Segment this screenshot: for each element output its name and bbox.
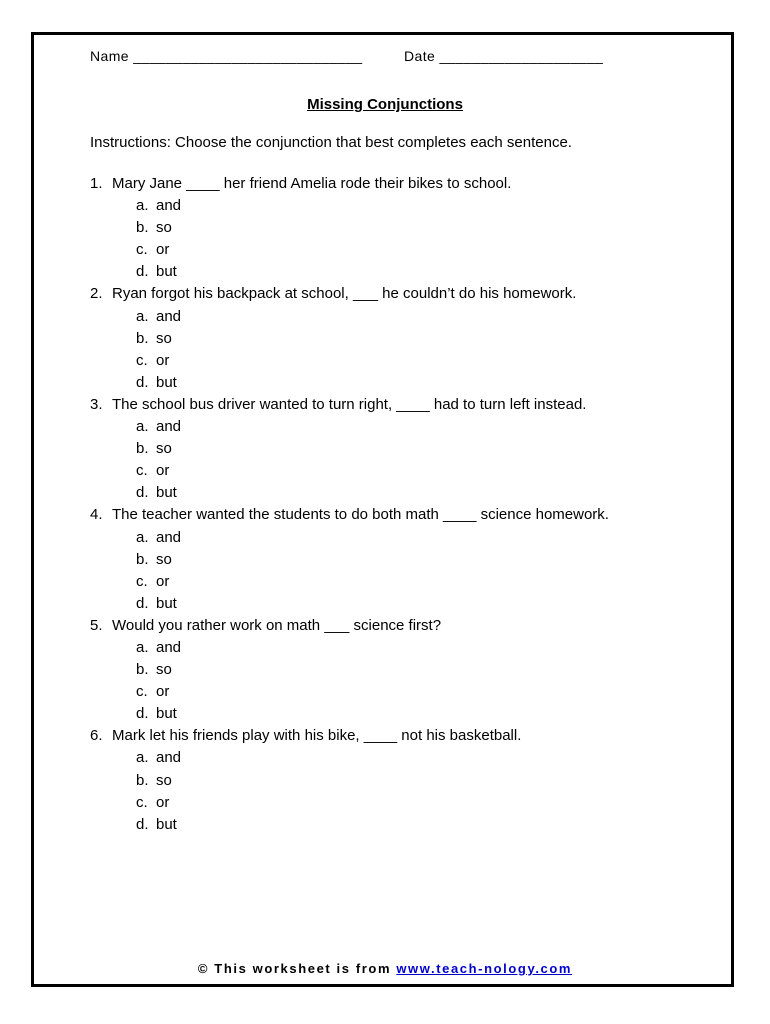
name-blank: ____________________________ (133, 48, 363, 64)
answer-option[interactable] (90, 438, 609, 460)
answer-option[interactable] (90, 482, 609, 504)
option-letter: d. (136, 594, 149, 612)
option-text: so (156, 771, 172, 789)
option-letter: c. (136, 793, 148, 811)
option-text: but (156, 373, 177, 391)
question-line (90, 615, 609, 637)
answer-option[interactable] (90, 681, 609, 703)
answer-option[interactable] (90, 217, 609, 239)
answer-option[interactable] (90, 593, 609, 615)
question-line (90, 394, 609, 416)
footer (0, 961, 770, 976)
option-text: but (156, 484, 177, 502)
option-list (90, 747, 609, 835)
answer-option[interactable] (90, 416, 609, 438)
option-text: so (156, 219, 172, 237)
option-letter: d. (136, 484, 149, 502)
option-letter: c. (136, 351, 148, 369)
question-line (90, 283, 609, 305)
date-field (404, 48, 603, 64)
option-letter: b. (136, 440, 149, 458)
option-text: and (156, 418, 182, 436)
option-text: or (156, 462, 170, 480)
option-text: but (156, 815, 177, 833)
question-text: Ryan forgot his backpack at school, ___ he couldn’t do his homework. (112, 285, 577, 303)
option-text: and (156, 528, 182, 546)
option-text: or (156, 572, 170, 590)
answer-option[interactable] (90, 460, 609, 482)
question-number: 2. (90, 285, 103, 303)
option-text: so (156, 550, 172, 568)
date-blank: ____________________ (439, 48, 604, 64)
option-letter: a. (136, 307, 149, 325)
option-letter: b. (136, 329, 149, 347)
question-number: 5. (90, 616, 103, 634)
question-text: Mary Jane ____ her friend Amelia rode their bikes to school. (112, 175, 512, 192)
option-text: or (156, 241, 170, 259)
question-number: 3. (90, 395, 103, 413)
option-text: and (156, 638, 182, 656)
question-number: 6. (90, 727, 103, 745)
question-line (90, 504, 609, 526)
option-text: but (156, 594, 177, 612)
question-text: Would you rather work on math ___ science first? (112, 616, 442, 634)
question-item (90, 504, 609, 614)
question-number: 4. (90, 506, 103, 524)
option-letter: d. (136, 705, 149, 723)
option-text: so (156, 329, 172, 347)
option-list (90, 195, 609, 283)
option-text: and (156, 197, 182, 215)
option-list (90, 416, 609, 504)
option-text: or (156, 683, 170, 701)
question-text: Mark let his friends play with his bike, ____ not his basketball. (112, 727, 522, 745)
option-letter: c. (136, 241, 148, 259)
option-letter: c. (136, 572, 148, 590)
option-letter: b. (136, 661, 149, 679)
answer-option[interactable] (90, 372, 609, 394)
answer-option[interactable] (90, 239, 609, 261)
option-letter: a. (136, 418, 149, 436)
option-letter: d. (136, 373, 149, 391)
question-item (90, 283, 609, 393)
option-text: so (156, 661, 172, 679)
answer-option[interactable] (90, 328, 609, 350)
question-line (90, 173, 609, 195)
question-line (90, 725, 609, 747)
question-text: The school bus driver wanted to turn right, ____ had to turn left instead. (112, 395, 587, 413)
question-item (90, 173, 609, 283)
option-text: or (156, 793, 170, 811)
answer-option[interactable] (90, 527, 609, 549)
option-letter: b. (136, 219, 149, 237)
name-field (90, 48, 362, 64)
answer-option[interactable] (90, 747, 609, 769)
option-text: or (156, 351, 170, 369)
option-letter: a. (136, 638, 149, 656)
name-label: Name (90, 48, 129, 64)
answer-option[interactable] (90, 814, 609, 836)
worksheet-title: Missing Conjunctions (307, 96, 463, 113)
instructions: Instructions: Choose the conjunction that best completes each sentence. (90, 134, 572, 151)
option-letter: d. (136, 815, 149, 833)
option-list (90, 637, 609, 725)
answer-option[interactable] (90, 659, 609, 681)
option-letter: c. (136, 462, 148, 480)
answer-option[interactable] (90, 792, 609, 814)
answer-option[interactable] (90, 637, 609, 659)
option-text: but (156, 263, 177, 281)
answer-option[interactable] (90, 571, 609, 593)
option-text: and (156, 307, 182, 325)
answer-option[interactable] (90, 350, 609, 372)
answer-option[interactable] (90, 703, 609, 725)
option-letter: a. (136, 197, 149, 215)
option-text: so (156, 440, 172, 458)
question-item (90, 394, 609, 504)
question-number: 1. (90, 175, 103, 192)
option-list (90, 306, 609, 394)
option-list (90, 527, 609, 615)
answer-option[interactable] (90, 195, 609, 217)
option-letter: a. (136, 528, 149, 546)
option-text: but (156, 705, 177, 723)
answer-option[interactable] (90, 770, 609, 792)
footer-link[interactable]: www.teach-nology.com (396, 961, 573, 976)
answer-option[interactable] (90, 549, 609, 571)
question-item (90, 615, 609, 725)
question-text: The teacher wanted the students to do both math ____ science homework. (112, 506, 609, 524)
option-letter: b. (136, 771, 149, 789)
question-list (90, 173, 609, 836)
footer-text: © This worksheet is from (197, 961, 392, 976)
option-letter: c. (136, 683, 148, 701)
date-label: Date (404, 48, 436, 64)
answer-option[interactable] (90, 261, 609, 283)
option-letter: b. (136, 550, 149, 568)
answer-option[interactable] (90, 306, 609, 328)
option-letter: d. (136, 263, 149, 281)
option-letter: a. (136, 749, 149, 767)
option-text: and (156, 749, 182, 767)
question-item (90, 725, 609, 835)
